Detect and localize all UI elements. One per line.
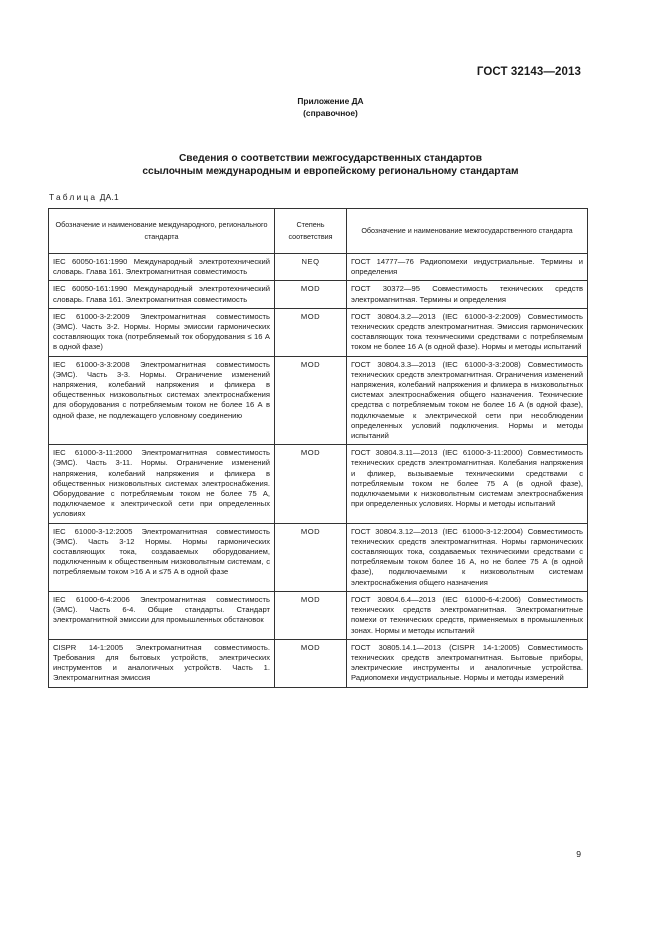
cell-degree: MOD <box>275 523 347 591</box>
header-interstate-standard: Обозначение и наименование межгосударственного стандарта <box>347 209 588 254</box>
section-title <box>0 152 661 178</box>
cell-degree: MOD <box>275 591 347 639</box>
cell-interstate-standard: ГОСТ 30804.3.12—2013 (IEC 61000-3-12:2004) Совместимость технических средств электромагнитная. Нормы гармонических составляющих тока, создаваемых техническими средствами с потребляемым током более 16 А, но не более 75 А (в одной фазе), подключаемыми к низковольтным системам электроснабжения общего назначения <box>347 523 588 591</box>
table-label-word: Таблица <box>49 192 98 202</box>
table-row <box>49 356 588 445</box>
annex-title: Приложение ДА <box>297 96 364 106</box>
section-title-line-1: Сведения о соответствии межгосударственных стандартов <box>178 153 483 164</box>
cell-international-standard: IEC 60050-161:1990 Международный электротехнический словарь. Глава 161. Электромагнитная совместимость <box>49 254 275 281</box>
cell-international-standard: IEC 61000-3-11:2000 Электромагнитная совместимость (ЭМС). Часть 3-11. Нормы. Ограничение изменений напряжения, колебаний напряжения и фликера в общественных низковольтных системах электроснабжения. Оборудование с потребляемым током не более 75 А, подключаемое к электрической сети при определенных условиях <box>49 445 275 523</box>
annex-subtitle: (справочное) <box>303 107 358 118</box>
cell-degree: MOD <box>275 308 347 356</box>
cell-degree: MOD <box>275 445 347 523</box>
table-row <box>49 281 588 308</box>
cell-degree: MOD <box>275 639 347 687</box>
table-row <box>49 591 588 639</box>
cell-interstate-standard: ГОСТ 30804.3.3—2013 (IEC 61000-3-3:2008) Совместимость технических средств электромагнитная. Ограничения изменений напряжения, колебаний напряжения и фликера в низковольтных системах электроснабжения общего назначения. Технические средства с потребляемым током не более 16 А (в одной фазе), подключаемые к электрической сети при несоблюдении определенных условий подключения. Нормы и методы испытаний <box>347 356 588 445</box>
annex-heading <box>0 96 661 119</box>
page-number: 9 <box>576 849 581 859</box>
table-header-row <box>49 209 588 254</box>
header-international-standard: Обозначение и наименование международного, регионального стандарта <box>49 209 275 254</box>
cell-interstate-standard: ГОСТ 30804.3.11—2013 (IEC 61000-3-11:2000) Совместимость технических средств электромагнитная. Колебания напряжения и фликер, вызываемые техническими средствами с потребляемым током не более 75 А (в одной фазе), подключаемыми к низковольтным системам электроснабжения при определенных условиях. Нормы и методы испытаний <box>347 445 588 523</box>
table-row <box>49 639 588 687</box>
cell-degree: MOD <box>275 356 347 445</box>
cell-interstate-standard: ГОСТ 14777—76 Радиопомехи индустриальные. Термины и определения <box>347 254 588 281</box>
correspondence-table <box>48 208 588 688</box>
section-title-line-2: ссылочным международным и европейскому региональному стандартам <box>142 166 519 177</box>
cell-interstate-standard: ГОСТ 30804.6.4—2013 (IEC 61000-6-4:2006) Совместимость технических средств электромагнитная. Электромагнитные помехи от технических средств, применяемых в промышленных зонах. Нормы и методы испытаний <box>347 591 588 639</box>
cell-interstate-standard: ГОСТ 30372—95 Совместимость технических средств электромагнитная. Термины и определения <box>347 281 588 308</box>
cell-interstate-standard: ГОСТ 30804.3.2—2013 (IEC 61000-3-2:2009) Совместимость технических средств электромагнитная. Эмиссия гармонических составляющих тока техническими средствами с потребляемым током не более 16 А (в одной фазе). Нормы и методы испытаний <box>347 308 588 356</box>
cell-international-standard: IEC 61000-3-12:2005 Электромагнитная совместимость (ЭМС). Часть 3-12 Нормы. Нормы гармонических составляющих тока, создаваемых оборудованием, подключенным к общественным низковольтным системам, с потребляемым током >16 А и ≤75 А в одной фазе <box>49 523 275 591</box>
cell-degree: MOD <box>275 281 347 308</box>
cell-international-standard: IEC 61000-3-3:2008 Электромагнитная совместимость (ЭМС). Часть 3-3. Нормы. Ограничение изменений напряжения, колебаний напряжения и фликера в общественных низковольтных системах электроснабжения для оборудования с потребляемым током не более 16 А в одной фазе, не подлежащего условному соединению <box>49 356 275 445</box>
cell-interstate-standard: ГОСТ 30805.14.1—2013 (CISPR 14-1:2005) Совместимость технических средств электромагнитная. Бытовые приборы, электрические инструменты и аналогичные устройства. Радиопомехи индустриальные. Нормы и методы измерений <box>347 639 588 687</box>
header-degree: Степень соответствия <box>275 209 347 254</box>
table-row <box>49 254 588 281</box>
cell-degree: NEQ <box>275 254 347 281</box>
cell-international-standard: IEC 60050-161:1990 Международный электротехнический словарь. Глава 161. Электромагнитная совместимость <box>49 281 275 308</box>
table-row <box>49 308 588 356</box>
table-row <box>49 523 588 591</box>
cell-international-standard: CISPR 14-1:2005 Электромагнитная совместимость. Требования для бытовых устройств, электрических инструментов и аналогичных устройств. Часть 1. Электромагнитная эмиссия <box>49 639 275 687</box>
table-row <box>49 445 588 523</box>
cell-international-standard: IEC 61000-6-4:2006 Электромагнитная совместимость (ЭМС). Часть 6-4. Общие стандарты. Стандарт электромагнитной эмиссии для промышленных обстановок <box>49 591 275 639</box>
cell-international-standard: IEC 61000-3-2:2009 Электромагнитная совместимость (ЭМС). Часть 3-2. Нормы. Нормы эмиссии гармонических составляющих тока (потребляемый ток оборудования ≤ 16 А в одной фазе) <box>49 308 275 356</box>
table-label <box>49 192 119 202</box>
document-code: ГОСТ 32143—2013 <box>476 66 581 78</box>
table-label-number: ДА.1 <box>99 192 119 202</box>
